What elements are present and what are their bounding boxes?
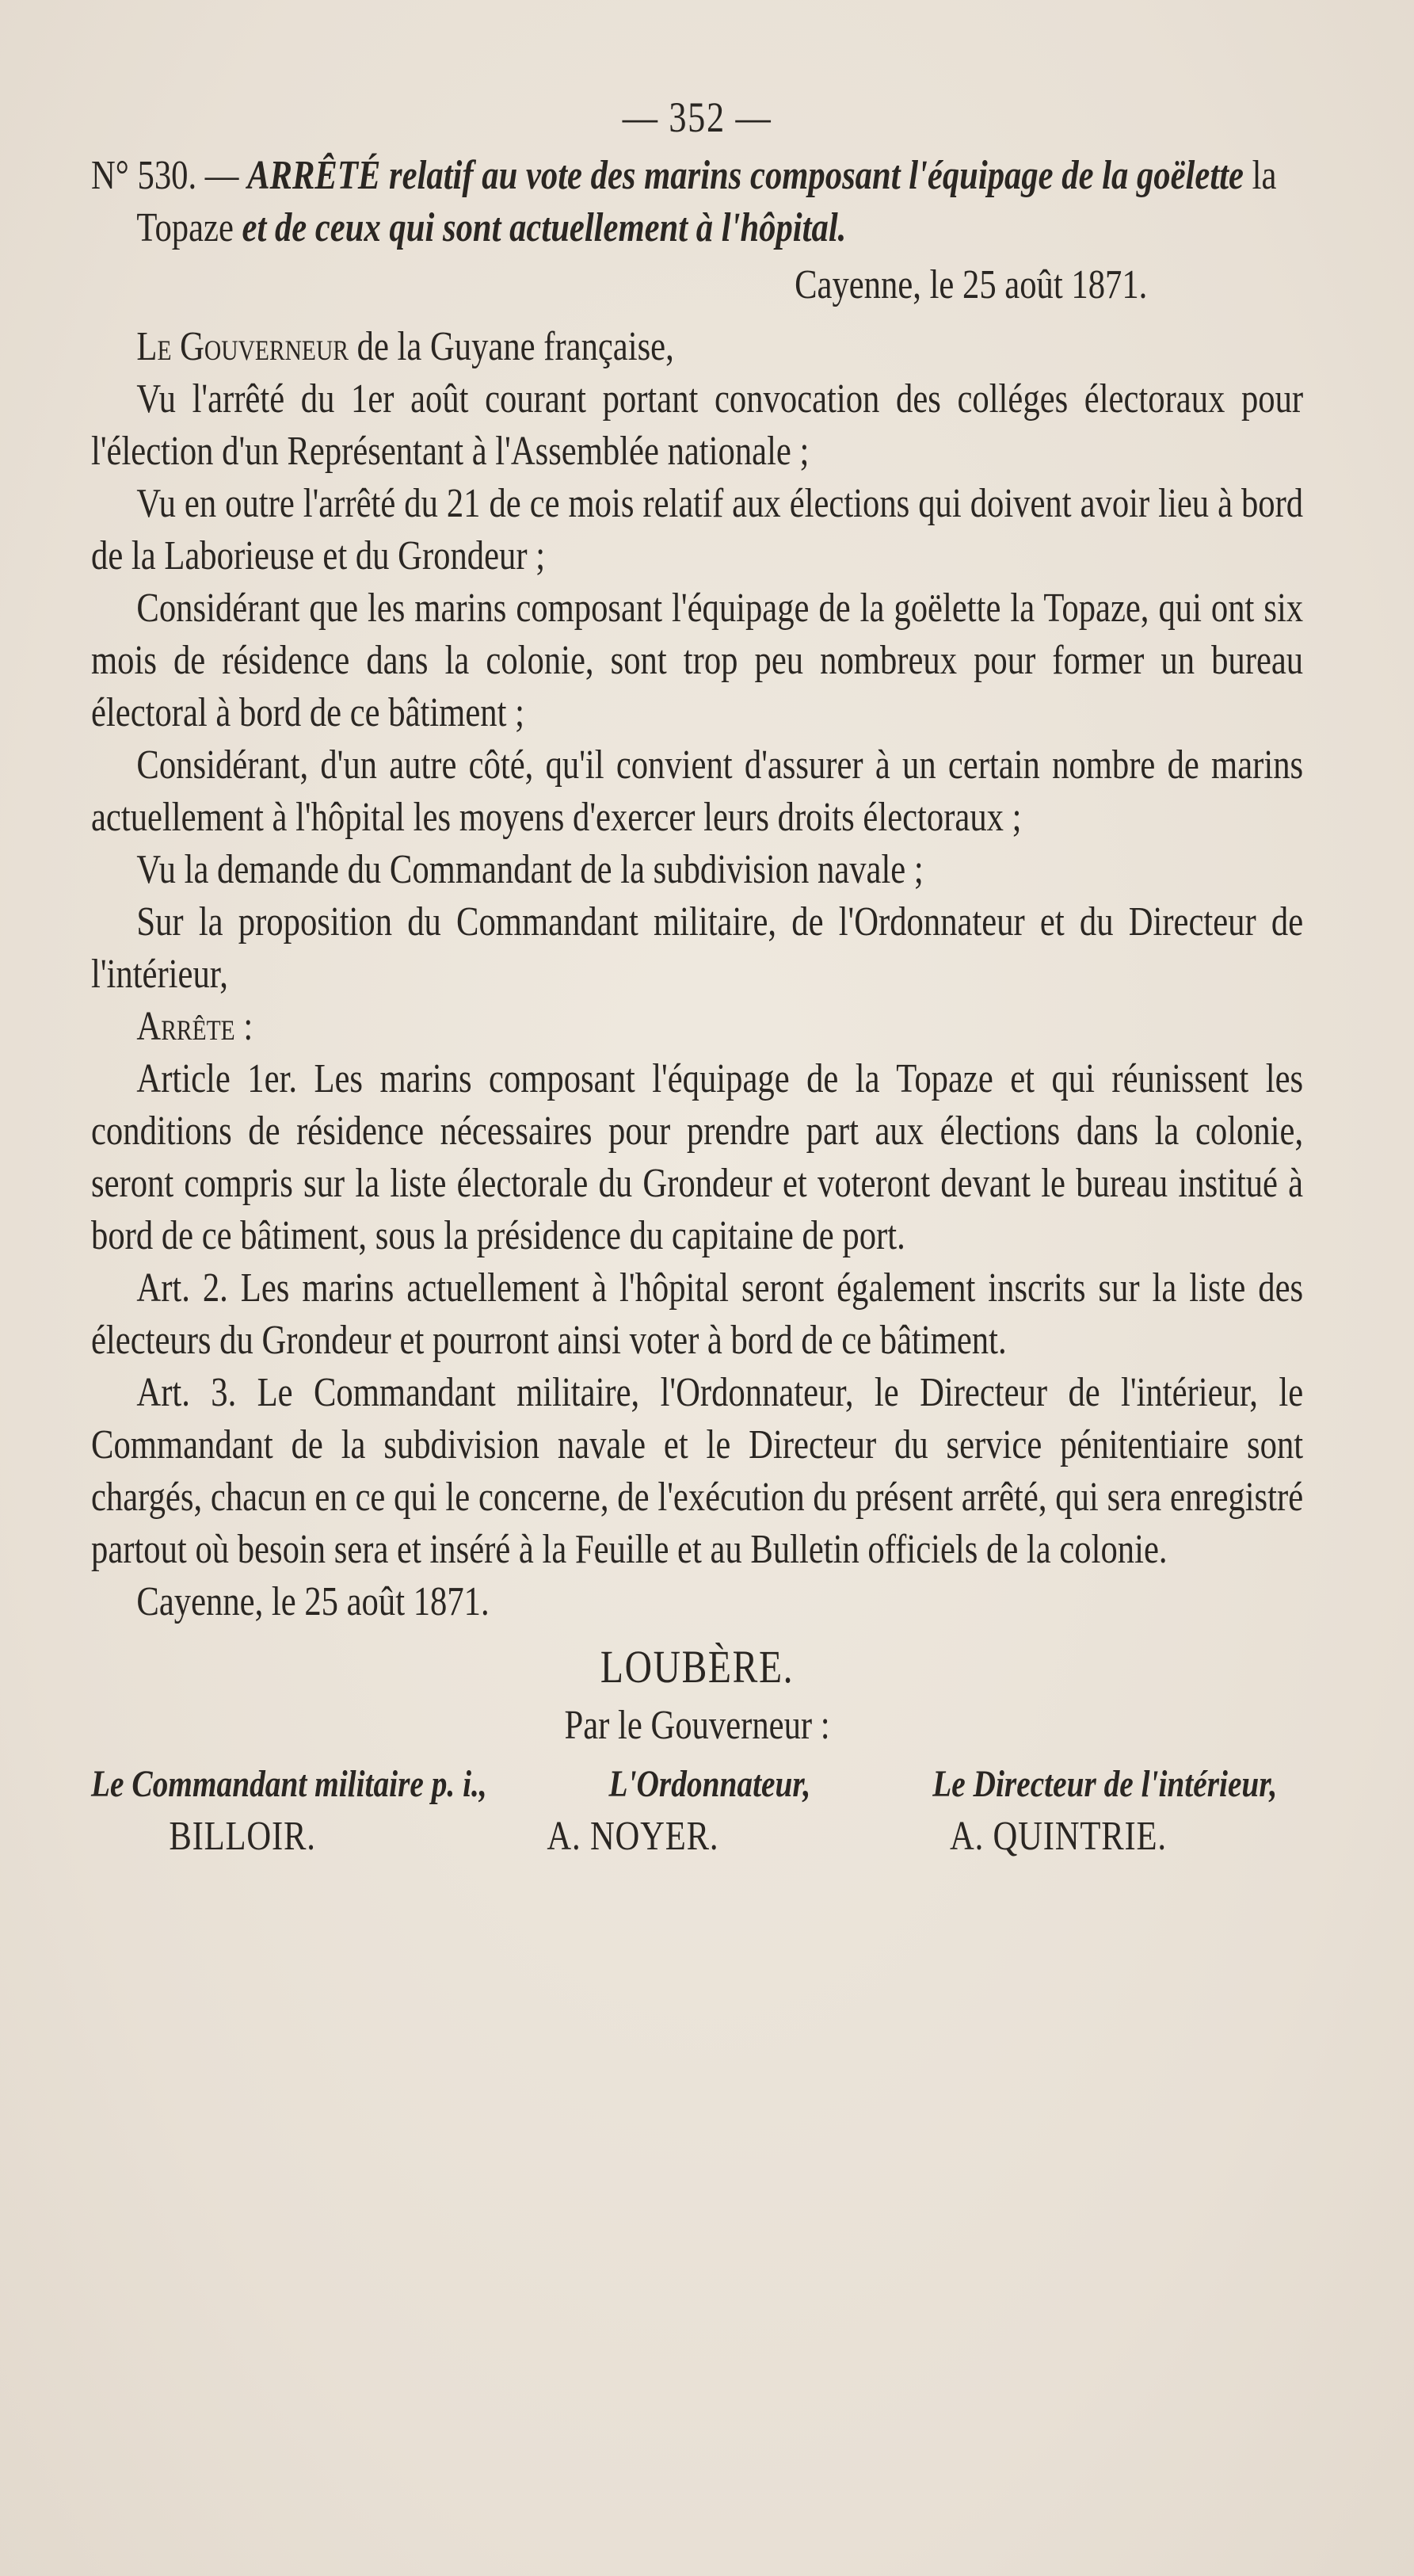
considerant-6: Sur la proposition du Commandant militaire, de l'Ordonnateur et du Directeur de l'intérieur, [91,899,1304,997]
countersign-names [91,1811,1303,1863]
governor-title: Le Gouverneur [136,324,349,369]
page-text [91,91,1303,1863]
heading-ship: la Topaze [136,153,1277,250]
heading-dash: — [196,153,248,198]
arrete-label: Arrête : [136,1004,253,1049]
countersign-title-directeur: Le Directeur de l'intérieur, [932,1763,1278,1805]
considerant-5: Vu la demande du Commandant de la subdivision navale ; [136,847,924,892]
governor-rest: de la Guyane française, [348,324,674,369]
heading-title: relatif au vote des marins composant l'équipage de la goëlette [380,153,1252,198]
considerant-2: Vu en outre l'arrêté du 21 de ce mois relatif aux élections qui doivent avoir lieu à bord de la Laborieuse et du Grondeur ; [91,481,1304,578]
countersign-name-noyer: A. NOYER. [547,1814,719,1859]
signature: LOUBÈRE. [600,1641,795,1693]
page-number: — 352 — [622,93,772,141]
article-1: Article 1er. Les marins composant l'équipage de la Topaze et qui réunissent les conditions de résidence nécessaires pour prendre part aux élections dans la colonie, seront compris sur la liste électorale du Grondeur et voteront devant le bureau institué à bord de ce bâtiment, sous la présidence du capitaine de port. [91,1056,1304,1258]
dateline: Cayenne, le 25 août 1871. [795,262,1148,307]
arrete-word: ARRÊTÉ [247,153,381,198]
countersign-titles [91,1758,1303,1811]
governor-line [91,321,1303,373]
decree-heading [91,150,1303,254]
considerant-4: Considérant, d'un autre côté, qu'il convient d'assurer à un certain nombre de marins actuellement à l'hôpital les moyens d'exercer leurs droits électoraux ; [91,742,1304,840]
countersign-title-commandant: Le Commandant militaire p. i., [91,1763,487,1805]
par-le-gouverneur: Par le Gouverneur : [564,1703,830,1748]
closing-date: Cayenne, le 25 août 1871. [136,1579,490,1624]
countersign-title-ordonnateur: L'Ordonnateur, [608,1763,811,1805]
heading-title-end: et de ceux qui sont actuellement à l'hôpital. [233,205,847,250]
article-2: Art. 2. Les marins actuellement à l'hôpital seront également inscrits sur la liste des électeurs du Grondeur et pourront ainsi voter à bord de ce bâtiment. [91,1265,1304,1363]
article-3: Art. 3. Le Commandant militaire, l'Ordonnateur, le Directeur de l'intérieur, le Commandant de la subdivision navale et le Directeur du service pénitentiaire sont chargés, chacun en ce qui le concerne, de l'exécution du présent arrêté, qui sera enregistré partout où besoin sera et inséré à la Feuille et au Bulletin officiels de la colonie. [91,1370,1304,1572]
considerant-3: Considérant que les marins composant l'équipage de la goëlette la Topaze, qui ont six mois de résidence dans la colonie, sont trop peu nombreux pour former un bureau électoral à bord de ce bâtiment ; [91,586,1304,735]
considerant-1: Vu l'arrêté du 1er août courant portant convocation des colléges électoraux pour l'élection d'un Représentant à l'Assemblée nationale ; [91,376,1304,474]
decree-number: N° 530. [91,153,197,198]
countersign-name-quintrie: A. QUINTRIE. [949,1814,1167,1859]
countersign-name-billoir: BILLOIR. [169,1814,316,1859]
